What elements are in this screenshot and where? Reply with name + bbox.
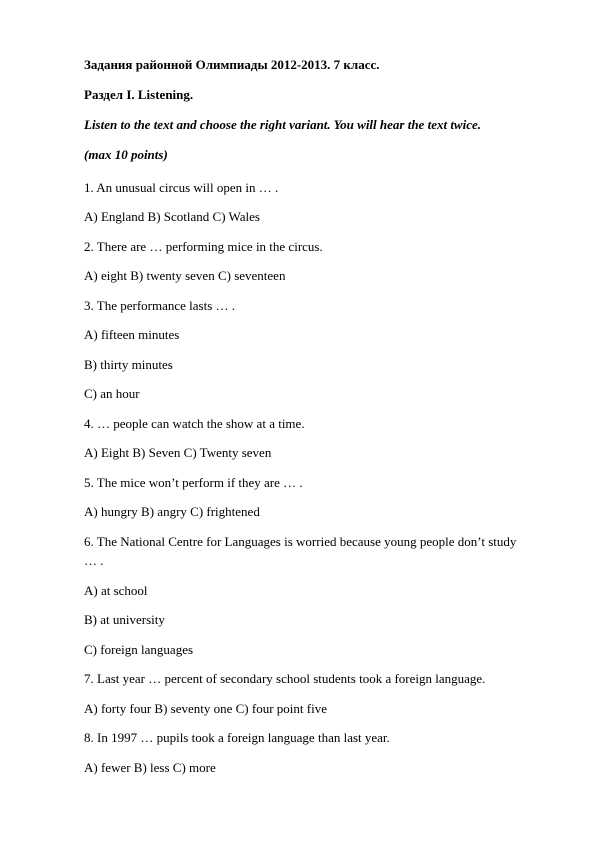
answer-option-6b: B) at university [84, 612, 165, 627]
question-4: 4. … people can watch the show at a time. [84, 416, 305, 431]
question-2: 2. There are … performing mice in the circus. [84, 239, 323, 254]
answer-option-3a: A) fifteen minutes [84, 327, 180, 342]
answer-option-3c: C) an hour [84, 386, 140, 401]
document-title: Задания районной Олимпиады 2012-2013. 7 класс. [84, 57, 380, 72]
answer-option-3b: B) thirty minutes [84, 357, 173, 372]
points-note: (max 10 points) [84, 147, 168, 162]
question-3: 3. The performance lasts … . [84, 298, 236, 313]
answer-options-5: A) hungry B) angry C) frightened [84, 504, 260, 519]
question-6-continuation: … . [84, 553, 104, 568]
instruction-text: Listen to the text and choose the right variant. You will hear the text twice. [84, 117, 482, 132]
answer-options-1: A) England B) Scotland C) Wales [84, 209, 260, 224]
question-8: 8. In 1997 … pupils took a foreign language than last year. [84, 730, 390, 745]
answer-options-2: A) eight B) twenty seven C) seventeen [84, 268, 286, 283]
answer-options-4: A) Eight B) Seven C) Twenty seven [84, 445, 272, 460]
answer-options-7: A) forty four B) seventy one C) four point five [84, 701, 327, 716]
section-heading: Раздел I. Listening. [84, 87, 194, 102]
question-5: 5. The mice won’t perform if they are … . [84, 475, 303, 490]
question-7: 7. Last year … percent of secondary school students took a foreign language. [84, 671, 486, 686]
answer-option-6c: C) foreign languages [84, 642, 194, 657]
question-1: 1. An unusual circus will open in … . [84, 180, 279, 195]
answer-options-8: A) fewer B) less C) more [84, 760, 216, 775]
question-6: 6. The National Centre for Languages is worried because young people don’t study [84, 534, 517, 549]
answer-option-6a: A) at school [84, 583, 148, 598]
